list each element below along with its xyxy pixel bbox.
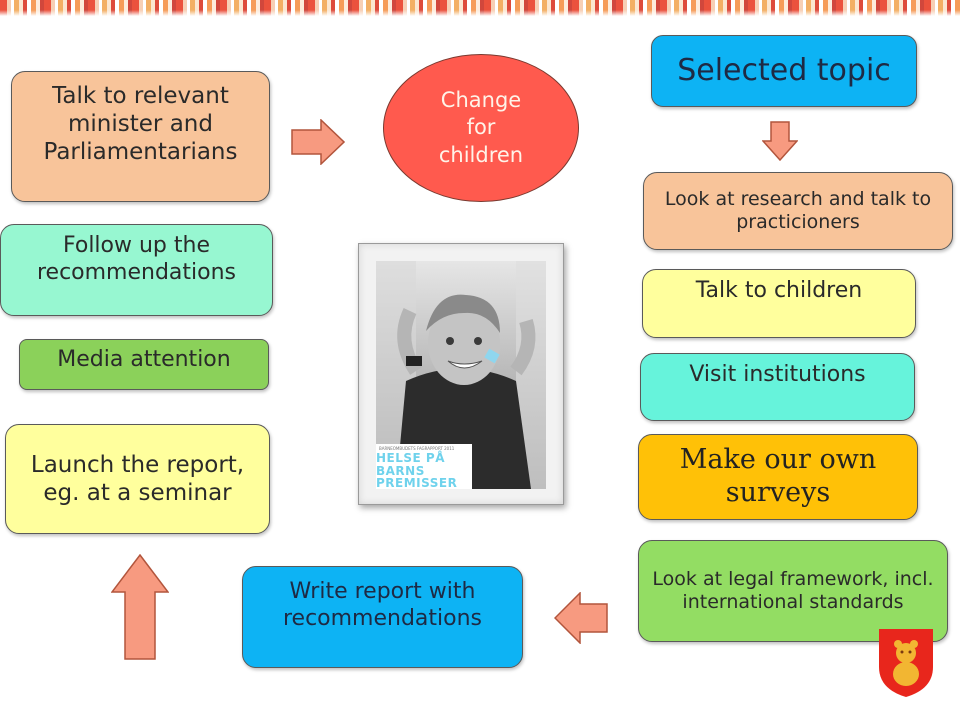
arrow-down-icon — [762, 121, 798, 161]
launch-report-label: Launch the report, eg. at a seminar — [30, 451, 245, 506]
arrow-up-icon — [111, 554, 169, 660]
talk-to-children-label: Talk to children — [695, 278, 863, 303]
follow-up-label: Follow up the recommendations — [36, 233, 237, 285]
talk-minister-label: Talk to relevant minister and Parliamentarians — [43, 83, 238, 166]
arrow-left-icon — [554, 592, 608, 644]
decorative-stripe-band — [0, 0, 960, 16]
report-cover-small-heading: BARNEOMBUDETS FAGRAPPORT 2011 — [379, 446, 455, 451]
follow-up-box — [0, 224, 273, 316]
talk-to-children-box — [642, 269, 916, 338]
write-report-box — [242, 566, 523, 668]
visit-institutions-label: Visit institutions — [689, 362, 866, 387]
change-for-children-label: Change for children — [438, 88, 524, 167]
visit-institutions-box — [640, 353, 915, 421]
report-cover-title-block — [376, 444, 472, 489]
talk-minister-box — [11, 71, 270, 202]
report-cover-title-line2: BARNS — [376, 463, 425, 478]
media-attention-box — [19, 339, 269, 390]
report-cover-title-line3: PREMISSER — [376, 476, 458, 489]
bear-crest-icon — [877, 627, 935, 699]
change-for-children-circle — [383, 54, 579, 202]
selected-topic-label: Selected topic — [677, 52, 891, 88]
media-attention-label: Media attention — [57, 347, 231, 372]
report-cover-title — [376, 452, 457, 489]
write-report-label: Write report with recommendations — [282, 579, 483, 631]
research-label: Look at research and talk to practicioners — [664, 187, 932, 233]
own-surveys-label: Make our own surveys — [679, 444, 877, 508]
report-cover-title-line1: HELSE PÅ — [376, 451, 445, 465]
launch-report-box — [5, 424, 270, 534]
legal-framework-label: Look at legal framework, incl. international standards — [652, 567, 934, 613]
research-box — [643, 172, 953, 250]
selected-topic-box — [651, 35, 917, 107]
report-cover-photo — [376, 261, 546, 489]
own-surveys-box — [638, 434, 918, 520]
report-cover-frame — [358, 243, 564, 505]
arrow-right-icon — [291, 119, 345, 165]
